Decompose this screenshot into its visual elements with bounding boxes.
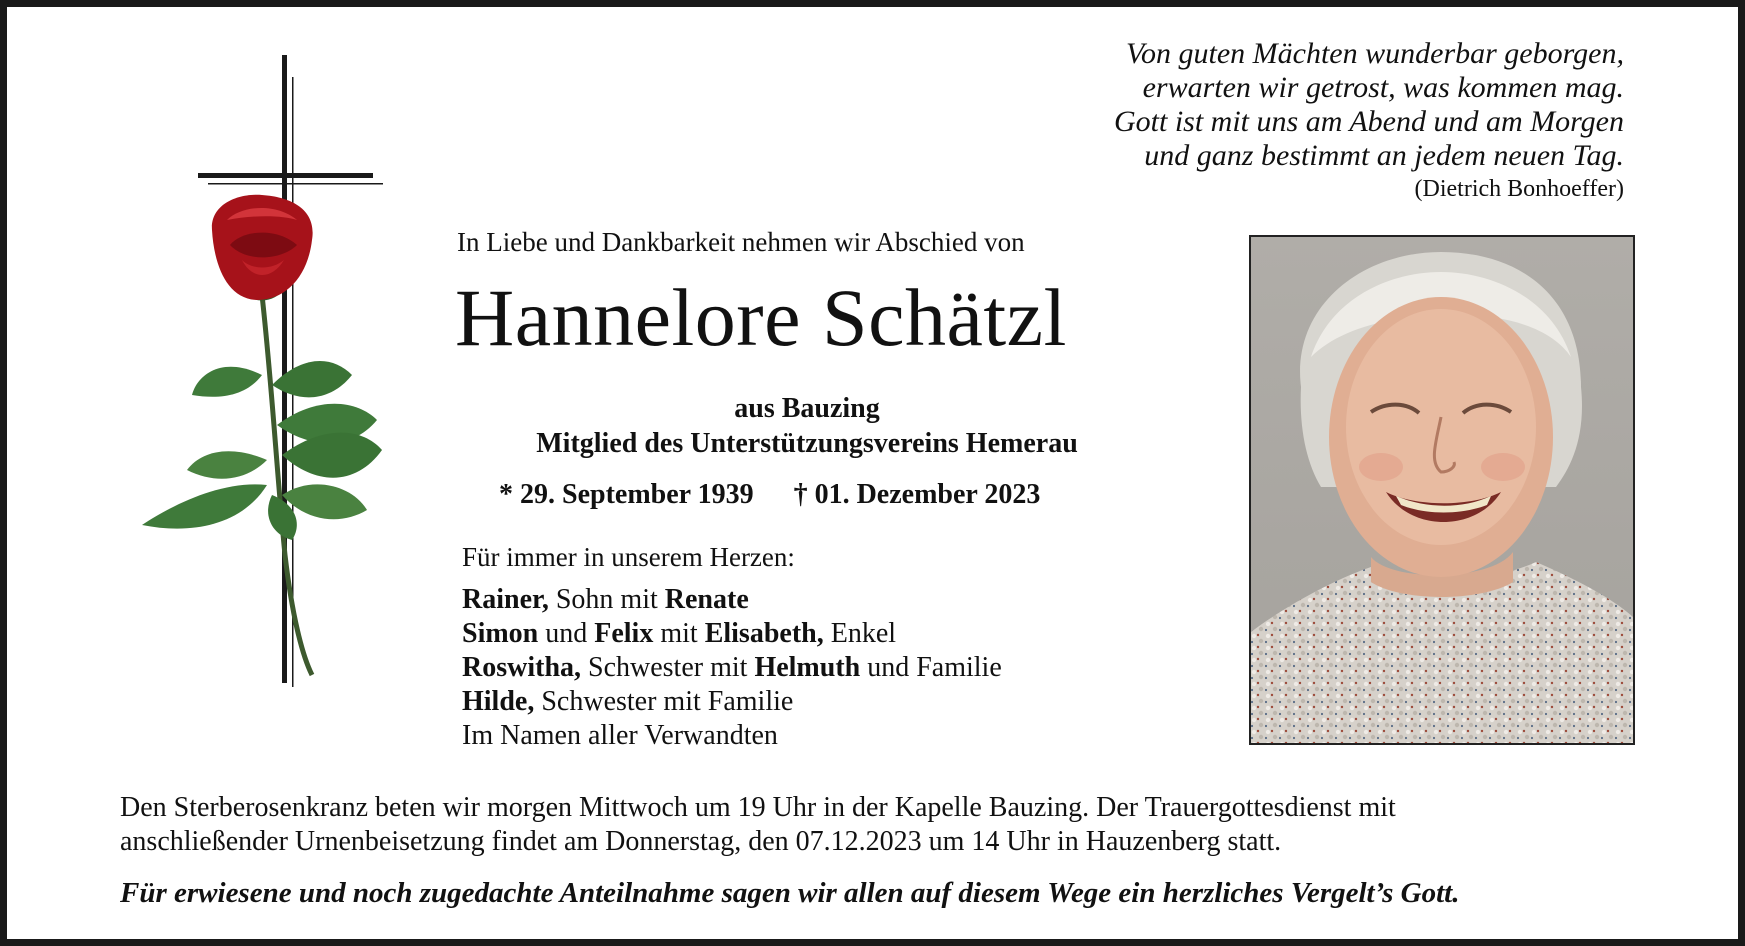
cross-with-rose — [102, 55, 392, 705]
survivor-name: Rainer, — [462, 584, 549, 615]
deceased-name: Hannelore Schätzl — [455, 272, 1067, 363]
quote-line: erwarten wir getrost, was kommen mag. — [1142, 71, 1624, 104]
survivor-row — [462, 583, 1002, 617]
survivor-relation: mit — [653, 618, 705, 649]
service-line: Den Sterberosenkranz beten wir morgen Mittwoch um 19 Uhr in der Kapelle Bauzing. Der Trauergottesdienst mit — [120, 792, 1396, 823]
quote-line: und ganz bestimmt an jedem neuen Tag. — [1144, 139, 1624, 172]
deceased-details — [407, 391, 1207, 461]
cross-icon — [102, 55, 392, 705]
birth-date: * 29. September 1939 — [499, 479, 754, 510]
survivor-relation: und Familie — [860, 652, 1002, 683]
life-dates — [499, 479, 1040, 511]
survivor-name: Hilde, — [462, 686, 535, 717]
survivor-row — [462, 651, 1002, 685]
service-line: anschließender Urnenbeisetzung findet am Donnerstag, den 07.12.2023 um 14 Uhr in Hauzenberg statt. — [120, 826, 1282, 857]
survivor-name: Helmuth — [754, 652, 861, 683]
death-date: † 01. Dezember 2023 — [793, 479, 1041, 510]
service-info — [120, 791, 1650, 859]
survivor-name: Felix — [594, 618, 654, 649]
portrait-image — [1251, 237, 1633, 743]
survivor-name: Roswitha, — [462, 652, 582, 683]
quote-line: Von guten Mächten wunderbar geborgen, — [1126, 37, 1624, 70]
intro-text: In Liebe und Dankbarkeit nehmen wir Abschied von — [457, 227, 1025, 257]
membership: Mitglied des Unterstützungsvereins Hemerau — [536, 428, 1078, 459]
survivor-relation: Schwester mit Familie — [534, 686, 794, 717]
survivor-name: Renate — [664, 584, 749, 615]
rose-icon — [142, 195, 382, 540]
quote-author: (Dietrich Bonhoeffer) — [1414, 176, 1624, 202]
survivor-relation: Schwester mit — [581, 652, 755, 683]
survivor-row — [462, 685, 1002, 719]
survivors-list — [462, 583, 1002, 753]
quote-line: Gott ist mit uns am Abend und am Morgen — [1114, 105, 1624, 138]
survivor-name: Simon — [462, 618, 539, 649]
bonhoeffer-quote — [864, 37, 1624, 205]
survivor-name: Elisabeth, — [704, 618, 824, 649]
survivor-relation: Enkel — [823, 618, 897, 649]
portrait-photo — [1249, 235, 1635, 745]
closing-thanks: Für erwiesene und noch zugedachte Anteilnahme sagen wir allen auf diesem Wege ein herzliches Vergelt’s Gott. — [120, 877, 1460, 909]
survivor-relation: Im Namen aller Verwandten — [462, 720, 778, 751]
survivors-heading: Für immer in unserem Herzen: — [462, 542, 795, 572]
origin: aus Bauzing — [734, 393, 880, 424]
survivor-relation: Sohn mit — [548, 584, 665, 615]
survivor-row — [462, 719, 1002, 753]
survivor-relation: und — [538, 618, 595, 649]
survivor-row — [462, 617, 1002, 651]
